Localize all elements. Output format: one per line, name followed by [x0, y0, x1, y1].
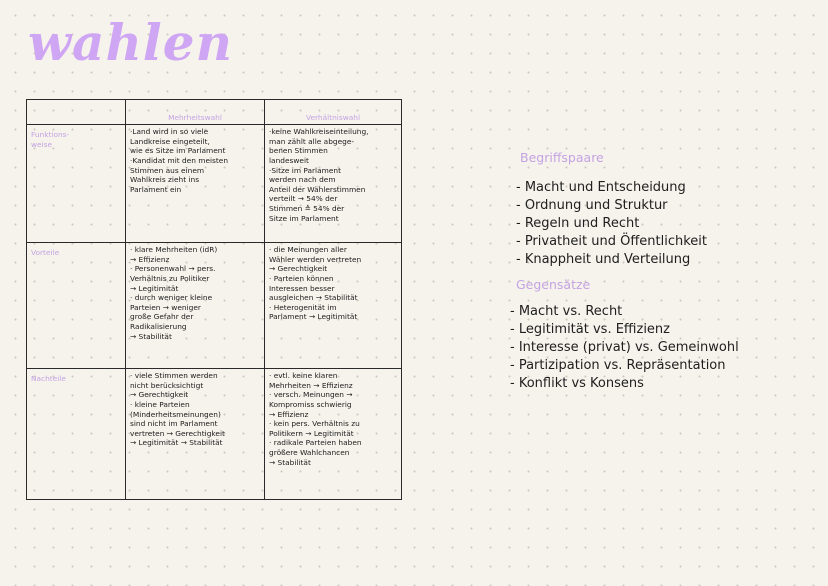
row-label-line: Vorteile [31, 248, 60, 257]
cell-line: vertreten → Gerechtigkeit [130, 428, 225, 438]
cell-line: wie es Sitze im Parlament [130, 146, 226, 156]
table-row [27, 369, 402, 500]
cell-vorteile-mehrheit [126, 243, 265, 369]
cell-line: Radikalisierung [130, 322, 187, 331]
cell-line: · Heterogenität im [269, 302, 337, 312]
row-label-funktionsweise [27, 125, 126, 243]
cell-line: landesweit [269, 155, 309, 165]
corner-cell [27, 100, 126, 125]
header-mehrheitswahl: Mehrheitswahl [126, 100, 265, 125]
cell-line: → Legitimität [130, 283, 179, 293]
cell-line: nicht berücksichtigt [130, 380, 204, 390]
gegensaetze-heading: Gegensätze [516, 277, 591, 292]
cell-line: → Gerechtigkeit [130, 390, 189, 400]
cell-line: · klare Mehrheiten (idR) [130, 245, 218, 254]
cell-line: Anteil der Wählerstimmen [269, 184, 366, 194]
cell-line: Verhältnis zu Politiker [130, 273, 210, 283]
row-label-line: Funktions- [31, 130, 70, 139]
cell-line: ·keine Wahlkreiseinteilung, [269, 127, 369, 136]
cell-line: Parlament → Legitimität [269, 312, 358, 322]
cell-line: → Stabilität [269, 457, 311, 467]
cell-line: Interessen besser [269, 283, 335, 293]
list-item: - Legitimität vs. Effizienz [510, 322, 670, 338]
cell-line: → Stabilität [130, 331, 172, 341]
cell-line: benen Stimmen [269, 146, 328, 156]
cell-line: man zählt alle abgege- [269, 136, 355, 146]
cell-line: ausgleichen → Stabilität [269, 293, 358, 303]
cell-funktionsweise-mehrheit [126, 125, 265, 243]
cell-nachteile-verhaeltnis [265, 369, 402, 500]
list-item: - Macht vs. Recht [510, 304, 623, 319]
cell-line: → Effizienz [130, 254, 170, 264]
row-label-line: weise [31, 139, 53, 149]
list-item: - Partizipation vs. Repräsentation [510, 358, 726, 374]
list-item: - Konflikt vs Konsens [510, 376, 644, 392]
cell-line: (Minderheitsmeinungen) [130, 409, 221, 419]
cell-line: größere Wahlchancen [269, 448, 350, 457]
cell-line: sind nicht im Parlament [130, 419, 218, 429]
cell-line: werden nach dem [269, 175, 336, 185]
cell-line: · kein pers. Verhältnis zu [269, 419, 360, 429]
cell-line: Politikern → Legitimität [269, 428, 354, 438]
gegensaetze-list [510, 303, 739, 393]
row-label-vorteile [27, 243, 126, 369]
cell-funktionsweise-verhaeltnis [265, 125, 402, 243]
cell-line: Wahlkreis zieht ins [130, 175, 200, 185]
list-item: - Knappheit und Verteilung [516, 252, 691, 268]
header-verhaeltniswahl: Verhältniswahl [265, 100, 402, 125]
list-item: - Regeln und Recht [516, 216, 640, 232]
cell-line: Parlament ein [130, 184, 182, 194]
cell-line: Mehrheiten → Effizienz [269, 380, 353, 390]
list-item: - Macht und Entscheidung [516, 180, 686, 195]
table-header-row [27, 100, 402, 125]
cell-line: Stimmen aus einem [130, 165, 205, 175]
cell-line: Landkreise eingeteilt, [130, 136, 210, 146]
cell-line: · Parteien können [269, 273, 334, 283]
cell-line: · versch. Meinungen → [269, 390, 353, 400]
cell-line: ·Sitze im Parlament [269, 165, 341, 175]
table-row [27, 125, 402, 243]
cell-line: Wähler werden vertreten [269, 254, 362, 264]
row-label-line: Nachteile [31, 374, 66, 383]
cell-line: Sitze im Parlament [269, 213, 339, 223]
cell-line: · die Meinungen aller [269, 245, 347, 254]
cell-vorteile-verhaeltnis [265, 243, 402, 369]
begriffspaare-list [516, 179, 707, 269]
cell-line: Stimmen ≙ 54% der [269, 204, 345, 213]
cell-line: · evtl. keine klaren [269, 371, 338, 380]
cell-line: · Personenwahl → pers. [130, 264, 216, 274]
cell-line: ·Kandidat mit den meisten [130, 155, 229, 165]
list-item: - Ordnung und Struktur [516, 198, 668, 214]
cell-nachteile-mehrheit [126, 369, 265, 500]
cell-line: Kompromiss schwierig [269, 399, 352, 409]
cell-line: ·Land wird in so viele [130, 127, 209, 136]
comparison-table [26, 99, 402, 500]
begriffspaare-heading: Begriffspaare [520, 150, 604, 165]
cell-line: verteilt → 54% der [269, 194, 338, 204]
row-label-nachteile [27, 369, 126, 500]
table-row [27, 243, 402, 369]
cell-line: → Legitimität → Stabilität [130, 438, 223, 448]
page-title: wahlen [28, 13, 233, 72]
cell-line: Parteien → weniger [130, 302, 201, 312]
cell-line: große Gefahr der [130, 312, 194, 322]
cell-line: · radikale Parteien haben [269, 438, 362, 448]
list-item: - Interesse (privat) vs. Gemeinwohl [510, 340, 739, 356]
cell-line: · kleine Parteien [130, 399, 190, 409]
cell-line: · durch weniger kleine [130, 293, 213, 303]
cell-line: → Effizienz [269, 409, 309, 419]
list-item: - Privatheit und Öffentlichkeit [516, 234, 707, 250]
cell-line: · viele Stimmen werden [130, 371, 218, 380]
cell-line: → Gerechtigkeit [269, 264, 328, 274]
